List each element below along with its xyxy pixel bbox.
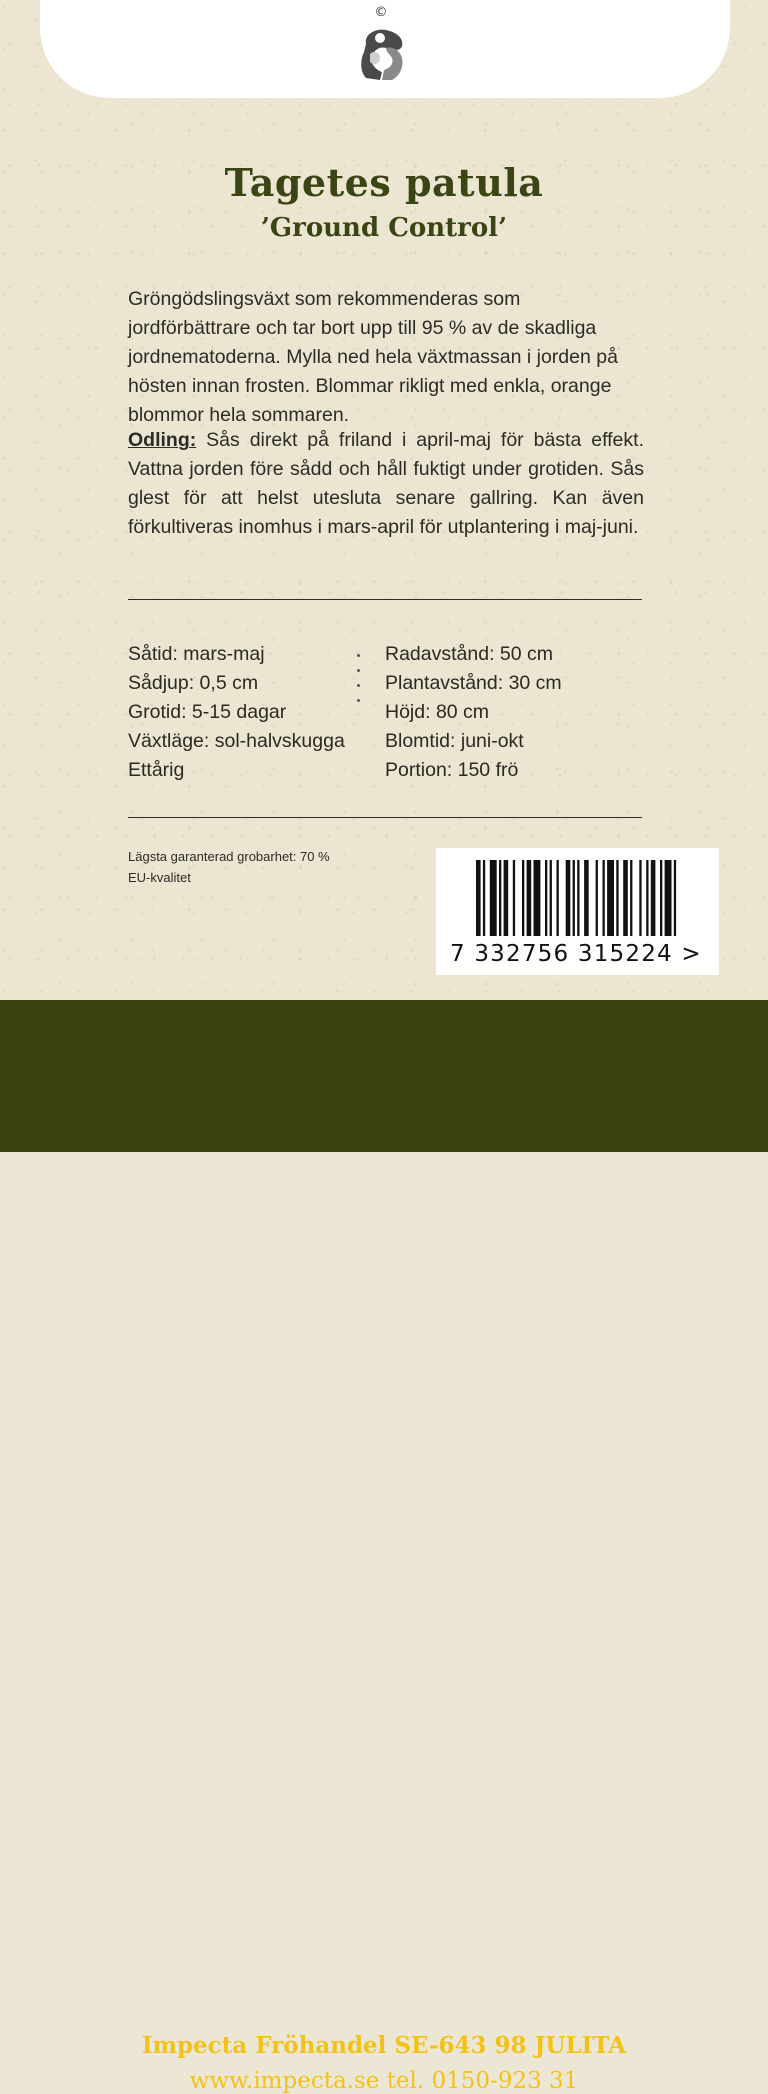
fact-separator-dots [357,642,363,702]
divider-top [128,599,642,600]
fact-lifecycle: Ettårig [128,759,185,781]
sowing-facts-right [385,640,562,785]
fact-sowing-depth: Sådjup: 0,5 cm [128,672,259,694]
copyright-symbol: © [374,5,388,20]
fact-flowering-time: Blomtid: juni-okt [385,730,524,752]
cultivar-name: ’Ground Control’ [260,213,508,243]
fact-position: Växtläge: sol-halvskugga [128,730,345,752]
germination-rate: Lägsta garanterad grobarhet: 70 % [128,849,330,864]
barcode [436,848,719,975]
quality-info [128,846,330,888]
description-text: Gröngödslingsväxt som rekommenderas som jordförbättrare och tar bort upp till 95 % av de skadliga jordnematoderna. Mylla ned hela växtmassan i jorden på hösten innan frosten. Blommar rikligt med enkla, orange blommor hela sommaren. [128,288,618,426]
eu-quality: EU-kvalitet [128,870,191,885]
fact-plant-spacing: Plantavstånd: 30 cm [385,672,562,694]
cultivation-instructions [128,426,644,542]
company-contact: www.impecta.se tel. 0150-923 31 [189,2068,579,2094]
company-address: Impecta Fröhandel SE-643 98 JULITA [141,2032,627,2059]
divider-bottom [128,817,642,818]
sowing-facts-left [128,640,345,785]
barcode-digits: 7 332756 315224 > [450,941,702,967]
fact-height: Höjd: 80 cm [385,701,490,723]
fact-sowing-time: Såtid: mars-maj [128,643,265,665]
fact-portion: Portion: 150 frö [385,759,519,781]
cultivation-text: Sås direkt på friland i april-maj för bästa effekt. Vattna jorden före sådd och håll fuktigt under grotiden. Sås glest för att helst utesluta senare gallring. Kan även förkultiveras inomhus i mars-april för utplantering i maj-juni. [128,429,644,538]
product-title: Tagetes patula [224,160,544,205]
fact-row-spacing: Radavstånd: 50 cm [385,643,554,665]
cultivation-label: Odling: [128,429,197,451]
garden-gnome-logo-icon [356,24,412,82]
brand-logo [356,6,412,80]
fact-germination-time: Grotid: 5-15 dagar [128,701,287,723]
